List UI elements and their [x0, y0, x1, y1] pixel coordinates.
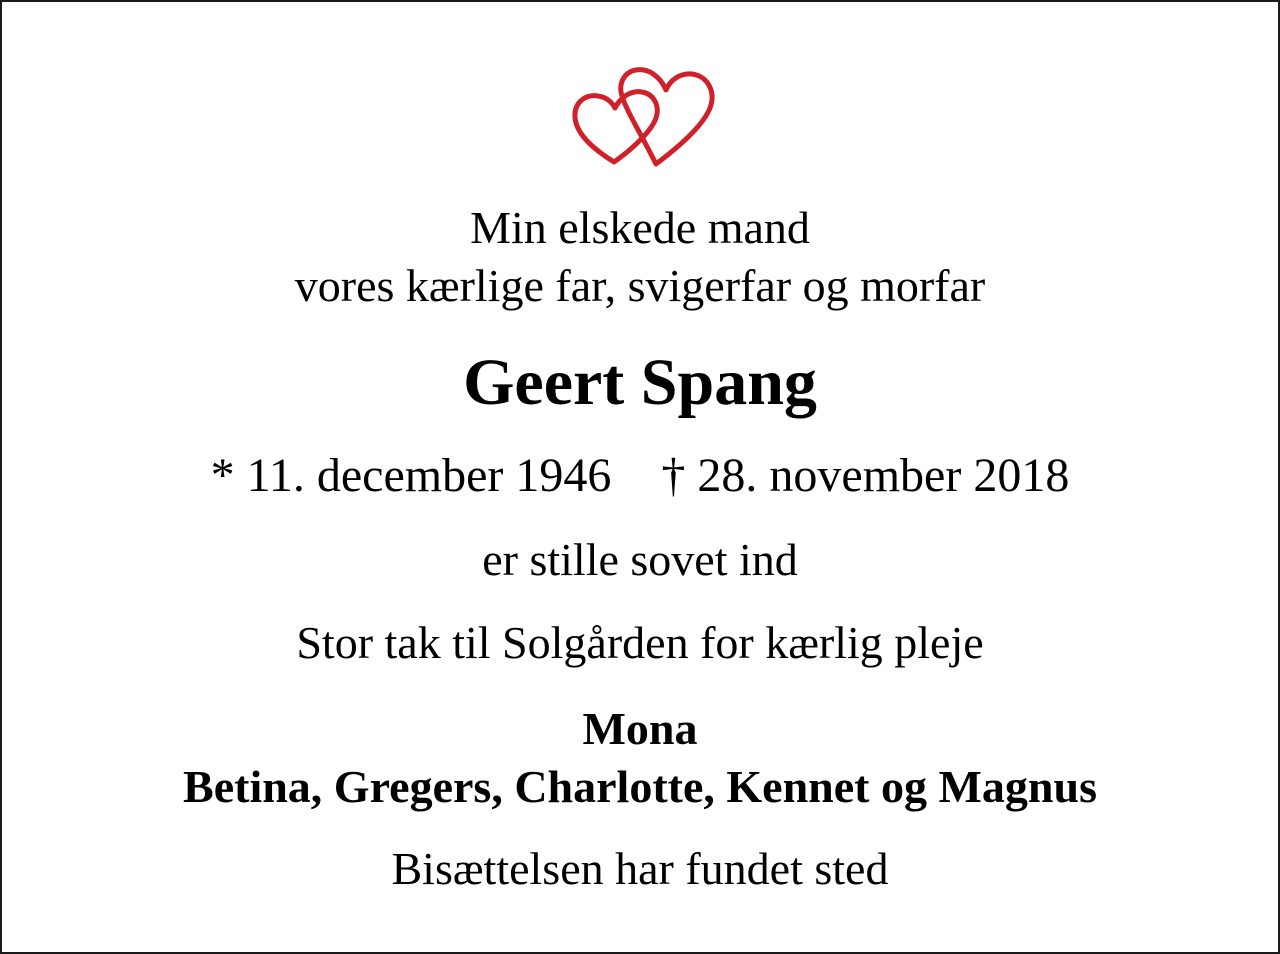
- thanks-line: Stor tak til Solgården for kærlig pleje: [296, 617, 984, 668]
- deceased-name: Geert Spang: [463, 346, 817, 419]
- funeral-note: Bisættelsen har fundet sted: [391, 843, 889, 894]
- intro-line-2: vores kærlige far, svigerfar og morfar: [294, 260, 986, 311]
- signature-line-1: Mona: [582, 703, 698, 754]
- birth-date: * 11. december 1946: [210, 449, 612, 502]
- two-hearts-icon: [568, 62, 718, 172]
- passing-phrase: er stille sovet ind: [482, 534, 798, 585]
- death-date: † 28. november 2018: [661, 449, 1070, 502]
- intro-line-1: Min elskede mand: [470, 202, 810, 253]
- signature-line-2: Betina, Gregers, Charlotte, Kennet og Magnus: [183, 761, 1097, 812]
- life-dates: [2, 449, 1278, 502]
